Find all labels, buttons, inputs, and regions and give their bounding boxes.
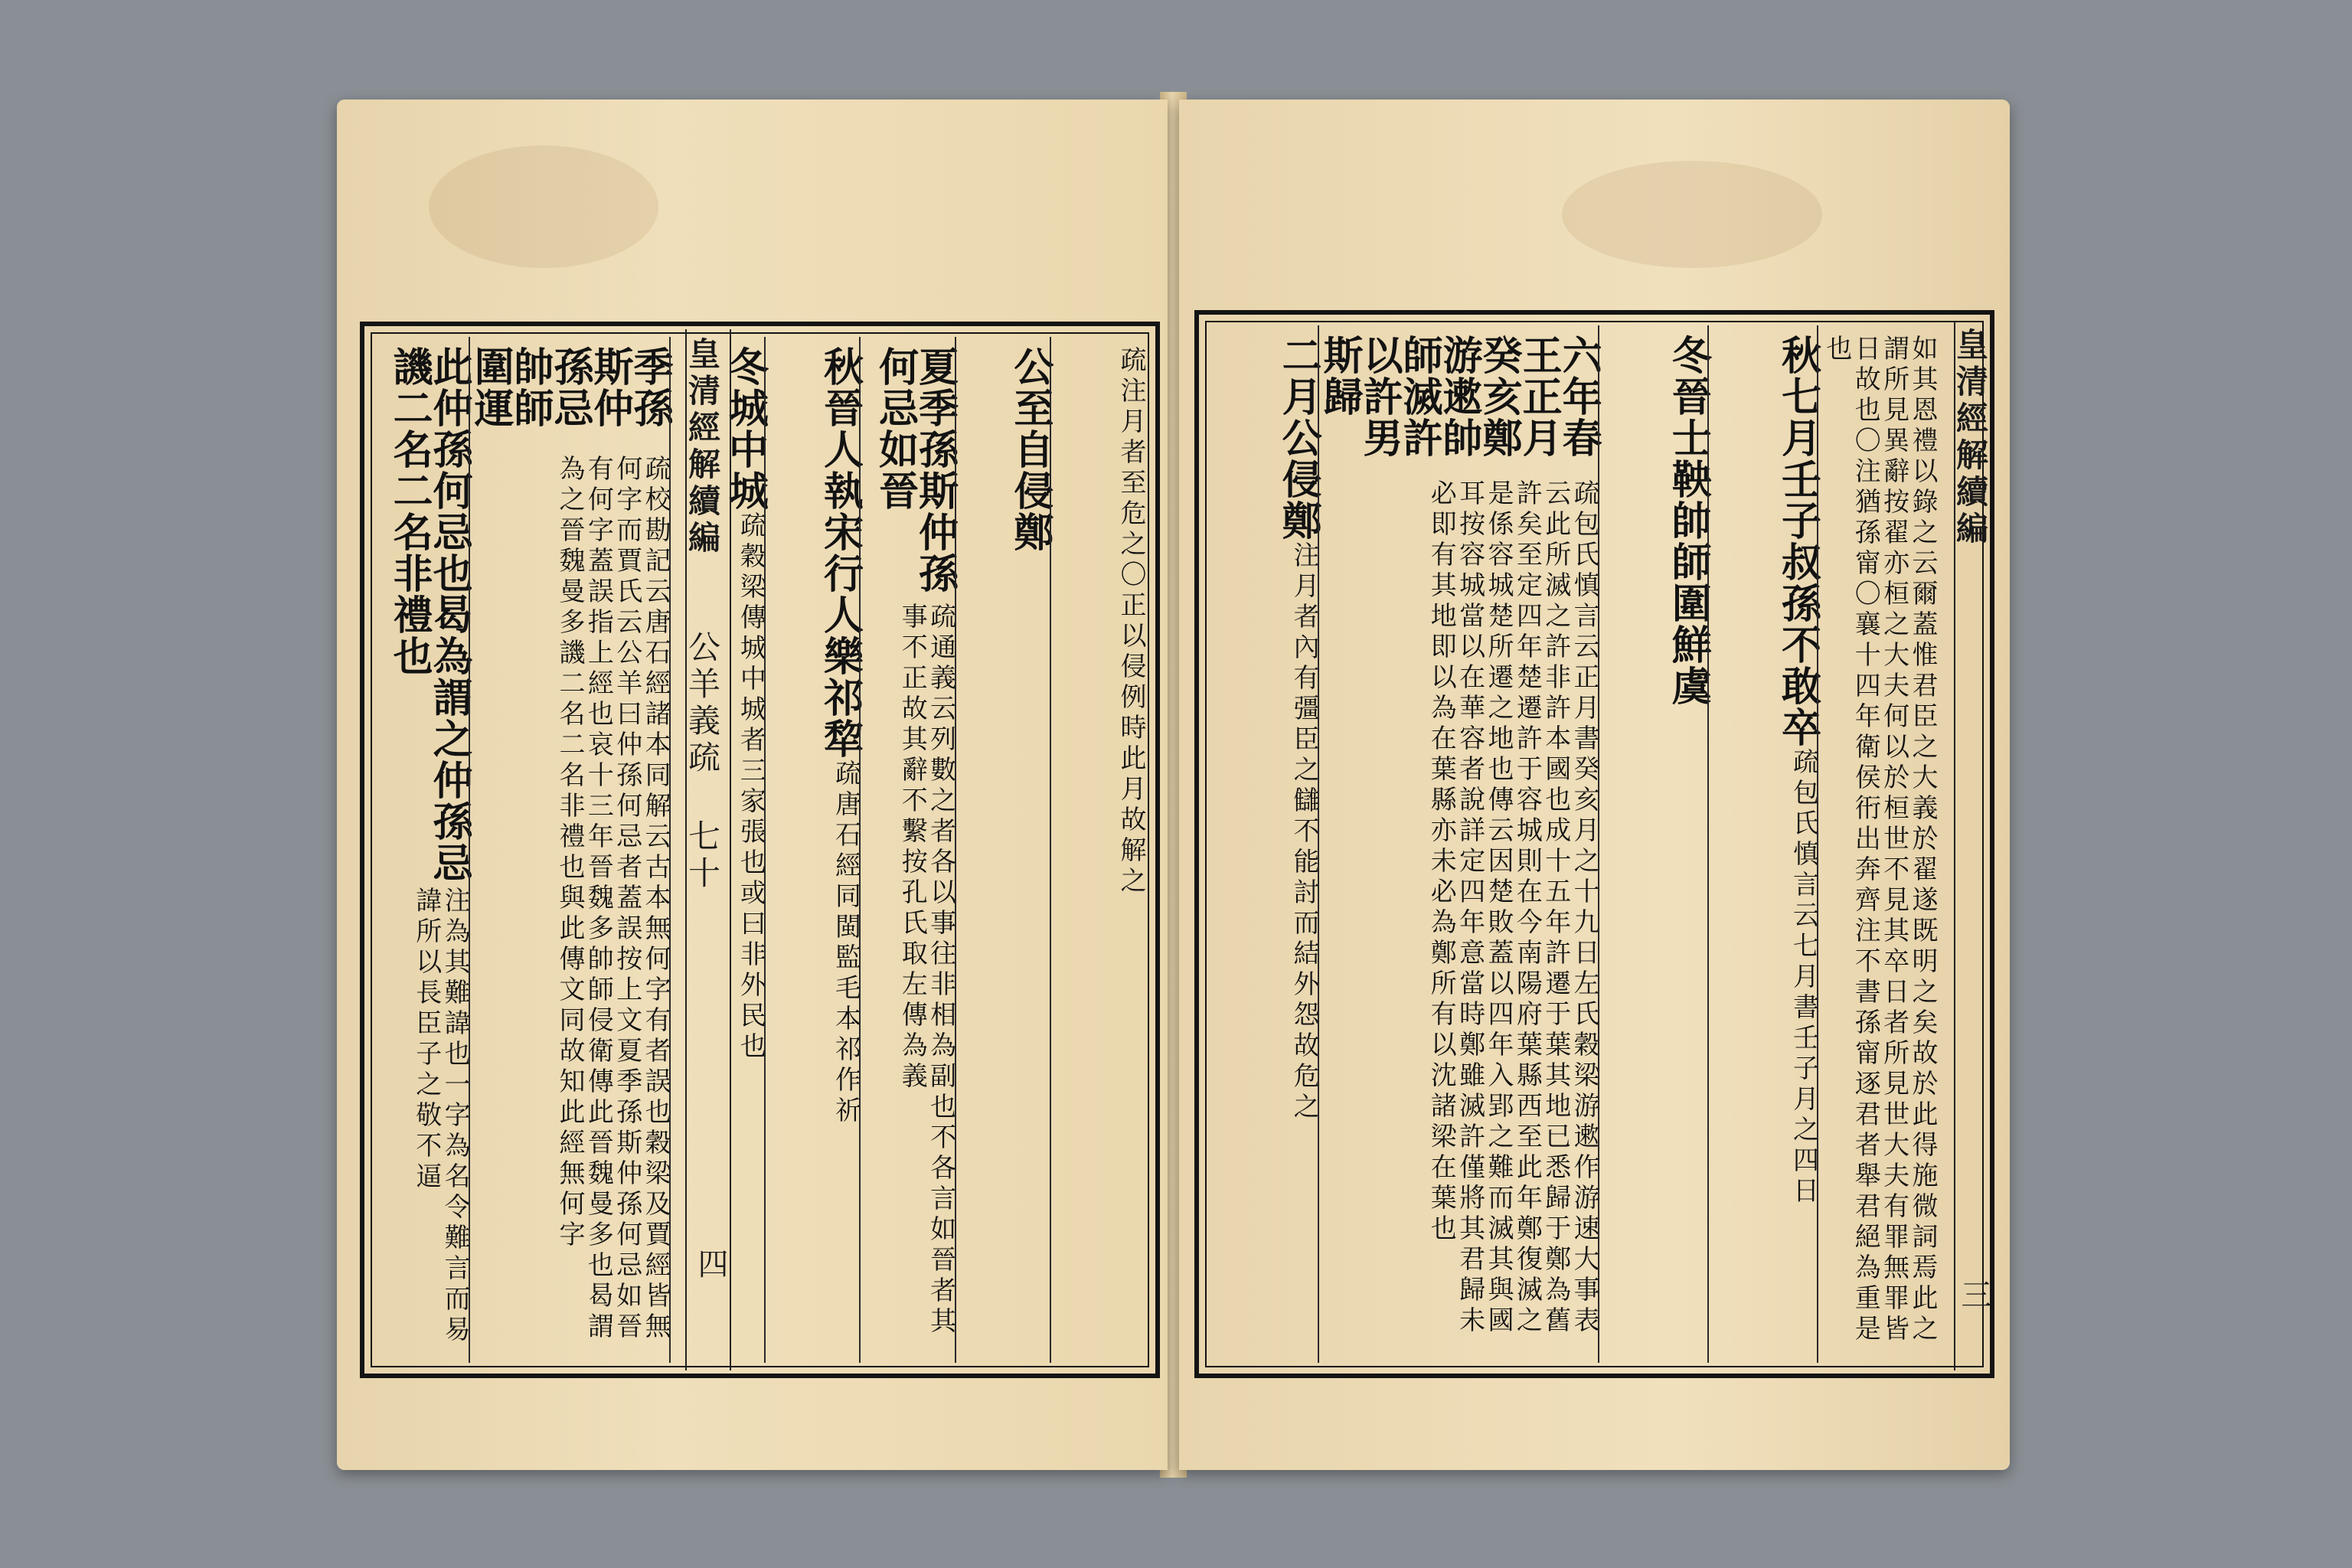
text-column: 夏季孫斯仲孫何忌如晉 疏通義云列數之者各以事往非相為副也不各言如晉者其事不正故其辭不繫按孔氏取左傳為義 [859,337,954,1363]
right-running-title [1954,322,1996,1370]
text-column: 秋七月壬子叔孫不敢卒 疏包氏慎言云七月書壬子月之四日 [1707,325,1817,1363]
running-title: 皇清經解續編 [1952,328,1989,548]
text-column: 冬晉士鞅帥師圍鮮虞 [1598,325,1707,1363]
text-column: 如其恩禮以錄之云爾蓋惟君臣之大義於翟遂既明之矣故於此得施微詞焉此之謂所見異辭按翟亦桓之大夫何以於桓世不見其卒日者所見世大夫有罪無罪皆日故也〇注猶孫甯〇襄十四年衛侯衎出奔齊注不書孫甯逐君者舉君絕為重是也 [1817,325,1936,1363]
running-subtitle: 公羊義疏 七十 [684,630,721,893]
text-column: 六年春王正月癸亥鄭游遬帥師滅許以許男斯歸 疏包氏慎言云正月書癸亥月之十九日左氏穀梁游遬作游速大事表云此所滅之許非許本國也成十五年許遷于葉其地已悉歸于鄭為舊許矣至定四年楚遷許于容城則在今南陽府葉縣西至此年鄭復滅之是係容城楚所遷之地也傳云因楚敗蓋以四年入郢之難而滅其與國耳按容城當以在華容者說詳定四年意當時鄭雖滅許僅將其君歸未必即有其地即以為在葉縣亦未必為鄭所有以沈諸梁在葉也 [1318,325,1598,1363]
paper-stain [429,145,658,268]
left-columns [375,337,1145,1363]
right-text-frame [1194,310,1994,1378]
right-columns [1210,325,1936,1363]
left-text-frame [360,322,1160,1378]
right-page [1179,100,2010,1470]
text-column: 二月公侵鄭 注月者內有彊臣之讎不能討而結外怨故危之 [1275,335,1322,1123]
text-column: 秋晉人執宋行人樂祁犂 疏唐石經同閩監毛本祁作祈 [764,337,859,1363]
running-title: 皇清經解續編 [684,337,721,557]
open-book [337,92,2014,1478]
left-running-title [685,329,731,1370]
text-column: 疏注月者至危之〇正以侵例時此月故解之 [1050,337,1145,1363]
right-page-number: 三 [1956,1279,1991,1309]
paper-stain [1562,161,1822,268]
left-page-number: 四 [693,1248,728,1279]
text-column: 冬城中城 疏穀梁傳城中城者三家張也或曰非外民也 [669,337,764,1363]
left-page [337,100,1168,1470]
text-column: 此仲孫何忌也曷為謂之仲孫忌譏二名二名非禮也 注為其難諱也一字為名令難言而易諱所以長臣子之敬不逼 [386,346,473,1346]
text-column: 季孫斯仲孫忌帥師圍運 疏校勘記云唐石經諸本同解云古本無何字有者誤也穀梁及賈經皆無何字而賈氏云公羊曰仲孫何忌者蓋誤按上文夏季孫斯仲孫何忌如晉有何字蓋誤指上經也哀十三年晉魏多帥師侵衛傳此晉魏曼多也曷謂為之晉魏曼多譏二名二名非禮也與此傳文同故知此經無何字 [469,337,669,1363]
text-column: 公至自侵鄭 [955,337,1050,1363]
